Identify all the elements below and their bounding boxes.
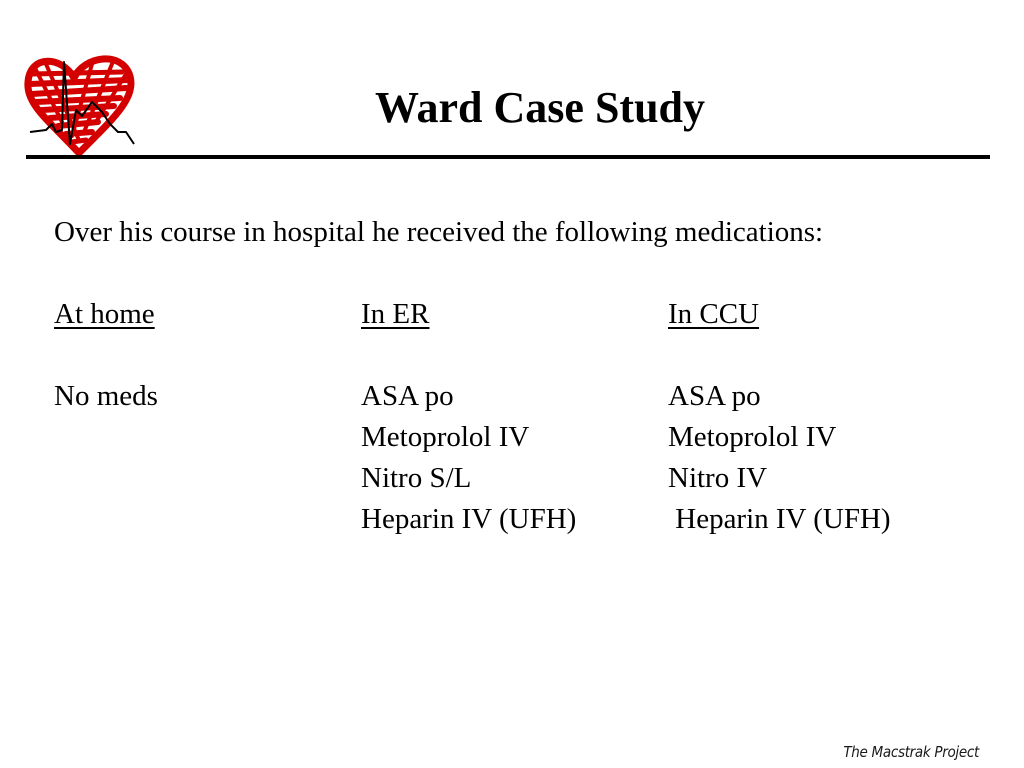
title-divider [26,155,990,159]
column-at-home [54,294,158,417]
column-heading-in-ccu: In CCU [668,298,760,330]
medication-item: Metoprolol IV [668,421,837,453]
intro-text: Over his course in hospital he received the following medications: [54,216,824,248]
column-spacer [54,335,158,376]
column-spacer [361,335,576,376]
slide-title: Ward Case Study [374,83,706,132]
medication-item: No meds [54,380,158,412]
column-heading-in-er: In ER [361,298,430,330]
column-heading-at-home: At home [54,298,155,330]
medication-item: Nitro IV [668,462,768,494]
medication-item: Heparin IV (UFH) [668,503,891,535]
medication-item: Metoprolol IV [361,421,530,453]
column-in-ccu [668,294,891,540]
column-spacer [668,335,891,376]
medication-item: ASA po [361,380,454,412]
medication-item: Heparin IV (UFH) [361,503,577,535]
medication-item: ASA po [668,380,761,412]
column-in-er [361,294,576,540]
medication-item: Nitro S/L [361,462,472,494]
footer-credit: The Macstrak Project [843,743,979,761]
